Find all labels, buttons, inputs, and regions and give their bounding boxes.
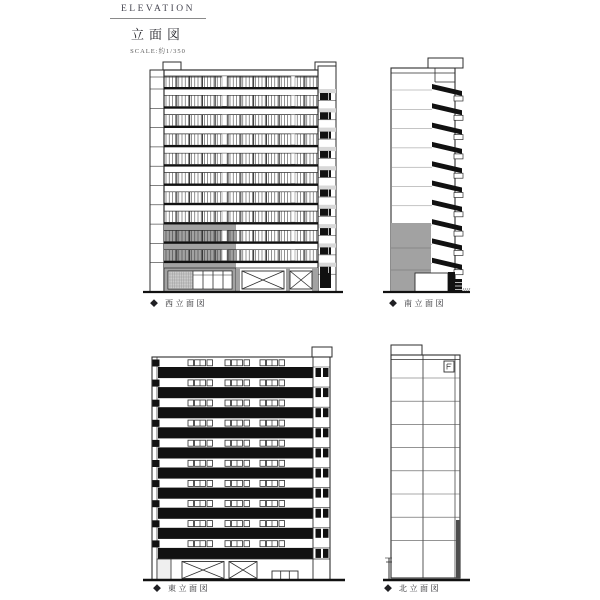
north-elevation-svg xyxy=(378,340,478,600)
north-elevation-drawing xyxy=(378,340,478,600)
sheet-title-jp: 立面図 xyxy=(130,27,185,42)
south-elevation-drawing xyxy=(378,53,478,298)
sheet-title-en: ELEVATION xyxy=(110,4,206,19)
east-elevation-svg xyxy=(138,340,348,600)
south-elevation-label: ◆ 南立面図 xyxy=(389,299,446,308)
sheet-header xyxy=(110,4,206,55)
building-sign xyxy=(444,361,454,372)
east-elevation-drawing xyxy=(138,340,348,600)
west-elevation-label: ◆ 西立面図 xyxy=(150,299,207,308)
west-elevation-svg xyxy=(138,53,348,298)
south-elevation-svg xyxy=(378,53,478,298)
sheet-scale: SCALE:約1/350 xyxy=(130,48,186,55)
west-elevation-drawing xyxy=(138,53,348,298)
east-elevation-label: ◆ 東立面図 xyxy=(153,584,210,593)
north-elevation-label: ◆ 北立面図 xyxy=(384,584,441,593)
